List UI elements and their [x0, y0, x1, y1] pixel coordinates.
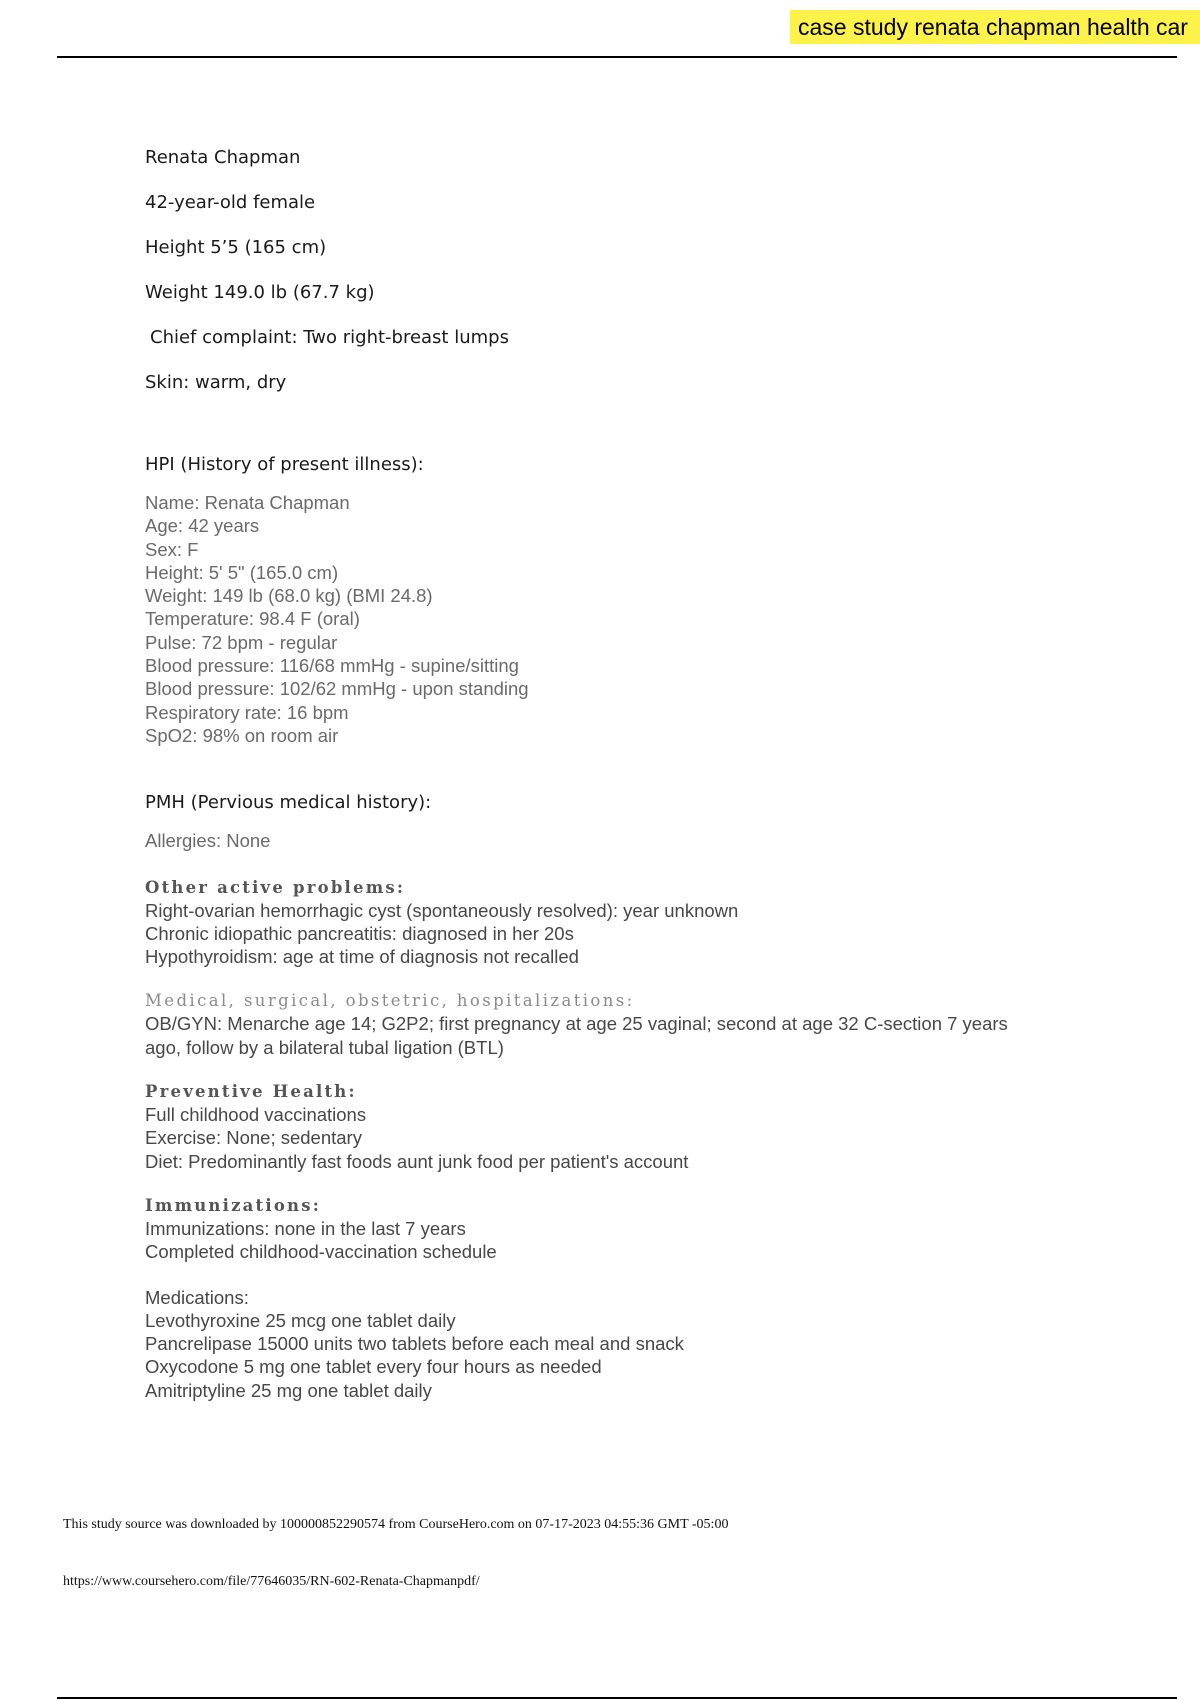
medications-heading: Medications:	[145, 1286, 249, 1308]
other-active-heading: Other active problems:	[145, 877, 406, 897]
hpi-line: Name: Renata Chapman	[145, 492, 350, 513]
allergies: Allergies: None	[145, 830, 271, 852]
hpi-heading: HPI (History of present illness):	[145, 454, 424, 475]
hpi-line: Temperature: 98.4 F (oral)	[145, 608, 360, 630]
document-body	[145, 146, 1125, 1402]
list-item: Full childhood vaccinations	[145, 1104, 367, 1126]
medical-surgical-heading: Medical, surgical, obstetric, hospitalizations:	[145, 991, 635, 1011]
patient-weight: Weight 149.0 lb (67.7 kg)	[145, 282, 375, 303]
list-item: Immunizations: none in the last 7 years	[145, 1217, 466, 1239]
hpi-line: Age: 42 years	[145, 515, 260, 537]
chief-complaint: Chief complaint: Two right-breast lumps	[150, 327, 509, 348]
hpi-line: Sex: F	[145, 538, 199, 560]
hpi-line: Blood pressure: 102/62 mmHg - upon standing	[145, 678, 529, 700]
hpi-line: Pulse: 72 bpm - regular	[145, 631, 338, 653]
list-item: Amitriptyline 25 mg one tablet daily	[145, 1379, 432, 1401]
immunizations-heading: Immunizations:	[145, 1195, 322, 1215]
hpi-line: Height: 5' 5" (165.0 cm)	[145, 561, 339, 583]
patient-height: Height 5’5 (165 cm)	[145, 237, 327, 258]
preventive-heading: Preventive Health:	[145, 1082, 357, 1102]
document-title-highlight: case study renata chapman health car	[790, 10, 1200, 44]
list-item: Hypothyroidism: age at time of diagnosis not recalled	[145, 946, 579, 968]
header-divider	[57, 56, 1177, 58]
hpi-line: Respiratory rate: 16 bpm	[145, 701, 349, 723]
list-item: Chronic idiopathic pancreatitis: diagnosed in her 20s	[145, 922, 574, 944]
patient-age-sex: 42-year-old female	[145, 192, 316, 213]
patient-name: Renata Chapman	[145, 147, 301, 168]
source-url-link[interactable]: https://www.coursehero.com/file/77646035/RN-602-Renata-Chapmanpdf/	[63, 1574, 480, 1589]
list-item: Pancrelipase 15000 units two tablets before each meal and snack	[145, 1333, 684, 1355]
hpi-line: SpO2: 98% on room air	[145, 724, 339, 746]
list-item: Right-ovarian hemorrhagic cyst (spontaneously resolved): year unknown	[145, 899, 739, 921]
hpi-line: Blood pressure: 116/68 mmHg - supine/sitting	[145, 655, 519, 677]
list-item: Oxycodone 5 mg one tablet every four hours as needed	[145, 1356, 602, 1378]
preventive-health	[145, 1081, 1125, 1173]
list-item: OB/GYN: Menarche age 14; G2P2; first pregnancy at age 25 vaginal; second at age 32 C-section 7 years	[145, 1013, 1008, 1035]
list-item: Completed childhood-vaccination schedule	[145, 1241, 497, 1263]
medications	[145, 1286, 1125, 1402]
list-item: Levothyroxine 25 mcg one tablet daily	[145, 1309, 456, 1331]
immunizations	[145, 1195, 1125, 1264]
hpi-line: Weight: 149 lb (68.0 kg) (BMI 24.8)	[145, 585, 433, 607]
skin-finding: Skin: warm, dry	[145, 372, 287, 393]
download-notice: This study source was downloaded by 100000852290574 from CourseHero.com on 07-17-2023 04:55:36 GMT -05:00	[63, 1517, 729, 1532]
list-item: Exercise: None; sedentary	[145, 1127, 362, 1149]
list-item: Diet: Predominantly fast foods aunt junk food per patient's account	[145, 1150, 689, 1172]
medical-surgical-history	[145, 990, 1125, 1059]
pmh-heading: PMH (Pervious medical history):	[145, 792, 432, 814]
footer-divider	[57, 1697, 1177, 1699]
hpi-vitals-list	[145, 491, 1125, 747]
other-active-problems	[145, 877, 1125, 969]
list-item: ago, follow by a bilateral tubal ligation (BTL)	[145, 1036, 504, 1058]
